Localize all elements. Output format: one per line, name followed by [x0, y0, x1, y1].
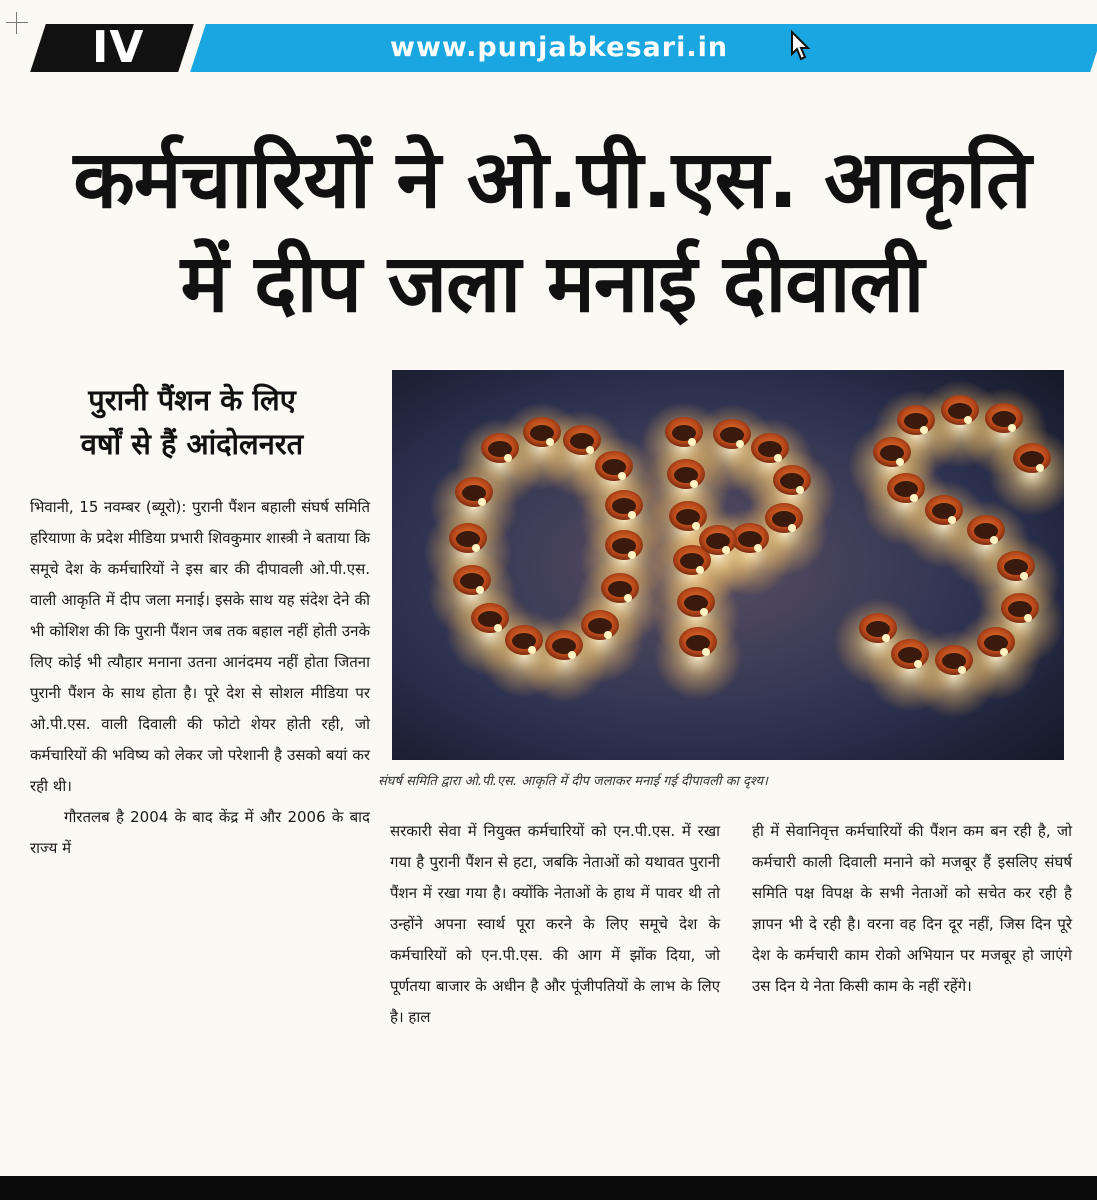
article-paragraph: भिवानी, 15 नवम्बर (ब्यूरो): पुरानी पैंशन बहाली संघर्ष समिति हरियाणा के प्रदेश मीडिया प्रभारी शिवकुमार शास्त्री ने बताया कि समूचे देश के कर्मचारियों ने इस बार की दीपावली ओ.पी.एस. वाली आकृति में दीप जला मनाई। इसके साथ यह संदेश देने की भी कोशिश की कि पुरानी पैंशन जब तक बहाल नहीं होती उनके लिए कोई भी त्यौहार मनाना उतना आनंदमय नहीं होता जितना पुरानी पैंशन के साथ होता है। पूरे देश से सोशल मीडिया पर ओ.पी.एस. वाली दिवाली की फोटो शेयर होती रही, जो कर्मचारियों की भविष्य को लेकर जो परेशानी है उसको बयां कर रही थी।	[30, 498, 370, 795]
diya-flame	[722, 546, 730, 554]
page-header	[30, 18, 1097, 78]
website-url[interactable]: www.punjabkesari.in	[390, 32, 729, 63]
diya-flame	[882, 634, 890, 642]
headline-line-1: कर्मचारियों ने ओ.पी.एस. आकृति	[73, 133, 1031, 226]
diya-flame	[910, 494, 918, 502]
diya-flame	[796, 486, 804, 494]
diya-flame	[702, 648, 710, 656]
diya-flame	[628, 511, 636, 519]
diya-flame	[1036, 464, 1044, 472]
photo-caption: संघर्ष समिति द्वारा ओ.पी.एस. आकृति में दीप जलाकर मनाई गई दीपावली का दृश्य।	[378, 774, 768, 789]
diya-flame	[546, 438, 554, 446]
diya-flame	[504, 454, 512, 462]
diya-flame	[568, 651, 576, 659]
diya-flame	[494, 624, 502, 632]
sub-headline-line-2: वर्षों से हैं आंदोलनरत	[80, 427, 304, 461]
diya-flame	[920, 426, 928, 434]
diya-flame	[472, 544, 480, 552]
diya-flame	[990, 536, 998, 544]
diya-flame	[604, 631, 612, 639]
diya-flame	[528, 646, 536, 654]
diya-flame	[1020, 572, 1028, 580]
diya-flame	[700, 608, 708, 616]
diya-flame	[788, 524, 796, 532]
diya-lamps-ops-icon	[392, 370, 1064, 760]
diya-flame	[696, 566, 704, 574]
diya-flame	[896, 458, 904, 466]
diya-flame	[1008, 424, 1016, 432]
diya-flame	[754, 544, 762, 552]
diya-flame	[1000, 648, 1008, 656]
article-column-2	[390, 816, 720, 1033]
diya-flame	[736, 440, 744, 448]
diya-flame	[628, 551, 636, 559]
article-paragraph: ही में सेवानिवृत्त कर्मचारियों की पैंशन कम बन रही है, जो कर्मचारी काली दिवाली मनाने को मजबूर हैं इसलिए संघर्ष समिति पक्ष विपक्ष के सभी नेताओं को सचेत कर रही है ज्ञापन भी दे रही है। वरना वह दिन दूर नहीं, जिस दिन पूरे देश के कर्मचारी काम रोको अभियान पर मजबूर हो जाएंगे उस दिन ये नेता किसी काम के नहीं रहेंगे।	[752, 822, 1072, 995]
diya-flame	[948, 516, 956, 524]
article-column-3	[752, 816, 1072, 1002]
diya-flame	[476, 586, 484, 594]
diya-flame	[688, 438, 696, 446]
diya-flame	[914, 660, 922, 668]
article-paragraph: सरकारी सेवा में नियुक्त कर्मचारियों को एन.पी.एस. में रखा गया है पुरानी पैंशन से हटा, जबकि नेताओं को यथावत पुरानी पैंशन में रखा गया है। क्योंकि नेताओं के हाथ में पावर थी तो उन्होंने अपना स्वार्थ पूरा करने के लिए समूचे देश के कर्मचारियों को एन.पी.एस. की आग में झोंक दिया, जो पूर्णतया बाजार के अधीन है और पूंजीपतियों के लाभ के लिए है। हाल	[390, 822, 720, 1026]
diya-flame	[964, 416, 972, 424]
diya-flame	[690, 480, 698, 488]
article-column-1	[30, 492, 370, 864]
section-number: IV	[92, 22, 145, 73]
news-photo	[392, 370, 1064, 760]
sub-headline	[22, 378, 362, 466]
diya-flame	[774, 454, 782, 462]
diya-flame	[958, 666, 966, 674]
diya-flame	[1024, 614, 1032, 622]
cursor-icon	[788, 30, 812, 62]
diya-flame	[692, 522, 700, 530]
crop-mark-icon	[6, 12, 28, 34]
article-paragraph-text: गौरतलब है 2004 के बाद केंद्र में और 2006 के बाद राज्य में	[30, 808, 370, 857]
article-paragraph	[30, 802, 370, 864]
bottom-bar	[0, 1176, 1097, 1200]
headline	[22, 128, 1082, 336]
diya-flame	[618, 472, 626, 480]
sub-headline-line-1: पुरानी पैंशन के लिए	[88, 383, 296, 417]
headline-line-2: में दीप जला मनाई दीवाली	[180, 237, 924, 330]
diya-flame	[624, 594, 632, 602]
diya-flame	[478, 498, 486, 506]
diya-flame	[586, 446, 594, 454]
